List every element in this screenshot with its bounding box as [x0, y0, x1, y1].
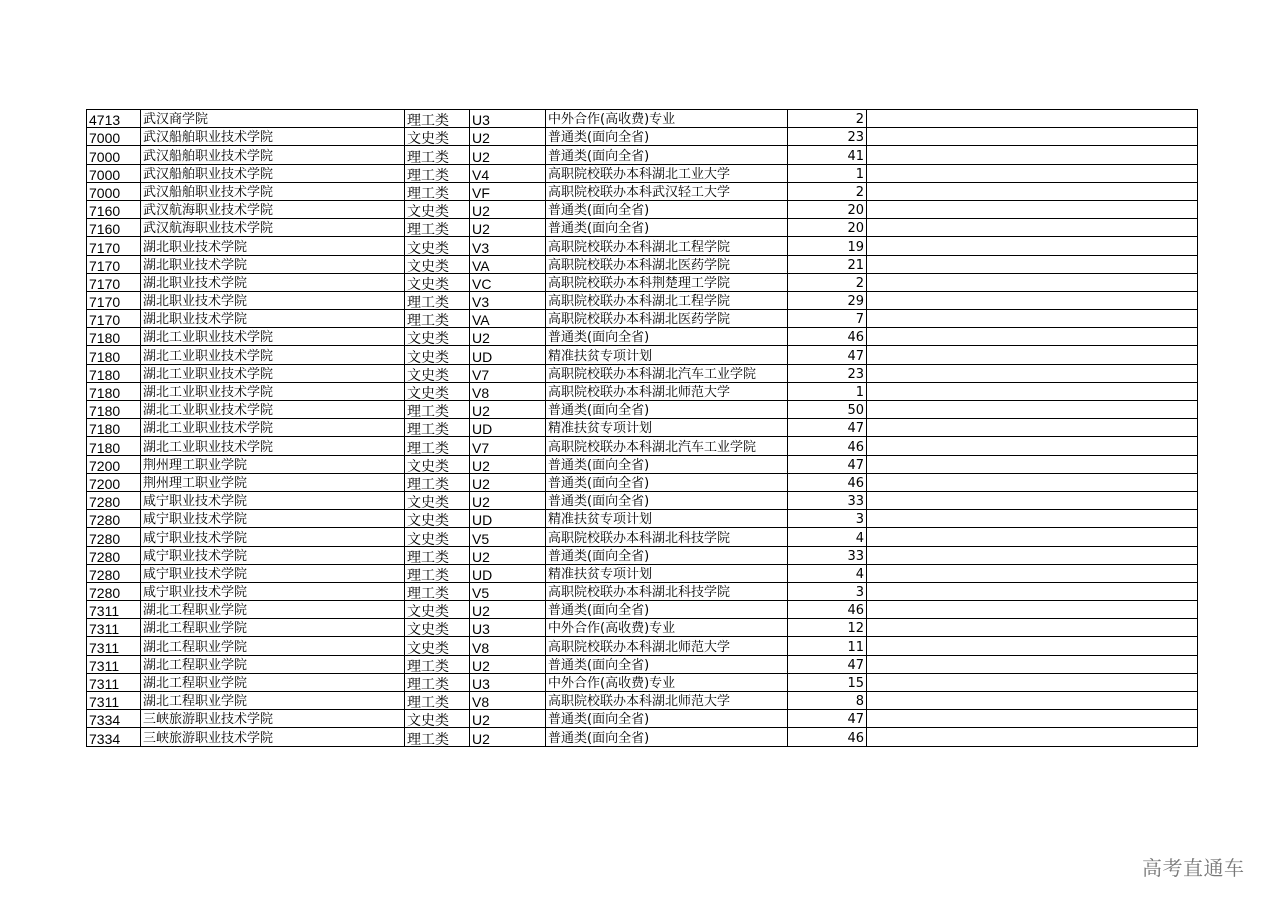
school-code-cell: 7311	[87, 601, 141, 619]
plan-type-cell: 中外合作(高收费)专业	[546, 673, 788, 691]
blank-cell	[867, 255, 1198, 273]
table-row	[87, 564, 1198, 582]
school-name-cell: 武汉商学院	[141, 110, 405, 128]
table-row	[87, 237, 1198, 255]
subject-category-cell: 文史类	[405, 364, 470, 382]
table-row	[87, 128, 1198, 146]
plan-code-cell: U3	[470, 110, 546, 128]
school-code-cell: 7180	[87, 437, 141, 455]
plan-code-cell: U2	[470, 491, 546, 509]
plan-code-cell: V8	[470, 382, 546, 400]
plan-code-cell: V7	[470, 364, 546, 382]
school-code-cell: 7170	[87, 291, 141, 309]
quota-cell: 8	[788, 692, 867, 710]
school-name-cell: 湖北工程职业学院	[141, 692, 405, 710]
quota-cell: 12	[788, 619, 867, 637]
plan-type-cell: 精准扶贫专项计划	[546, 564, 788, 582]
school-name-cell: 咸宁职业技术学院	[141, 582, 405, 600]
table-row	[87, 200, 1198, 218]
table-row	[87, 728, 1198, 746]
plan-type-cell: 高职院校联办本科湖北医药学院	[546, 310, 788, 328]
school-name-cell: 武汉船舶职业技术学院	[141, 128, 405, 146]
plan-code-cell: UD	[470, 564, 546, 582]
blank-cell	[867, 346, 1198, 364]
table-row	[87, 582, 1198, 600]
quota-cell: 47	[788, 710, 867, 728]
school-name-cell: 湖北工程职业学院	[141, 637, 405, 655]
subject-category-cell: 理工类	[405, 146, 470, 164]
school-name-cell: 咸宁职业技术学院	[141, 546, 405, 564]
subject-category-cell: 理工类	[405, 419, 470, 437]
subject-category-cell: 文史类	[405, 619, 470, 637]
blank-cell	[867, 310, 1198, 328]
school-code-cell: 7000	[87, 164, 141, 182]
school-code-cell: 7180	[87, 382, 141, 400]
plan-type-cell: 普通类(面向全省)	[546, 473, 788, 491]
school-name-cell: 武汉船舶职业技术学院	[141, 182, 405, 200]
school-name-cell: 咸宁职业技术学院	[141, 528, 405, 546]
school-code-cell: 7180	[87, 328, 141, 346]
table-row	[87, 110, 1198, 128]
quota-cell: 23	[788, 364, 867, 382]
quota-cell: 20	[788, 200, 867, 218]
subject-category-cell: 文史类	[405, 601, 470, 619]
subject-category-cell: 文史类	[405, 382, 470, 400]
school-name-cell: 湖北工程职业学院	[141, 601, 405, 619]
subject-category-cell: 文史类	[405, 346, 470, 364]
quota-cell: 46	[788, 473, 867, 491]
blank-cell	[867, 364, 1198, 382]
table-row	[87, 346, 1198, 364]
school-name-cell: 湖北工业职业技术学院	[141, 382, 405, 400]
quota-cell: 46	[788, 437, 867, 455]
subject-category-cell: 理工类	[405, 546, 470, 564]
plan-code-cell: U3	[470, 619, 546, 637]
watermark-text: 高考直通车	[1142, 856, 1245, 880]
quota-cell: 2	[788, 182, 867, 200]
subject-category-cell: 理工类	[405, 110, 470, 128]
plan-type-cell: 精准扶贫专项计划	[546, 419, 788, 437]
quota-cell: 23	[788, 128, 867, 146]
school-code-cell: 7180	[87, 364, 141, 382]
plan-type-cell: 高职院校联办本科湖北汽车工业学院	[546, 437, 788, 455]
plan-type-cell: 普通类(面向全省)	[546, 401, 788, 419]
subject-category-cell: 文史类	[405, 637, 470, 655]
school-code-cell: 7280	[87, 564, 141, 582]
plan-type-cell: 精准扶贫专项计划	[546, 510, 788, 528]
subject-category-cell: 文史类	[405, 237, 470, 255]
table-row	[87, 164, 1198, 182]
plan-type-cell: 高职院校联办本科湖北师范大学	[546, 637, 788, 655]
plan-type-cell: 中外合作(高收费)专业	[546, 110, 788, 128]
plan-code-cell: U2	[470, 655, 546, 673]
school-code-cell: 7280	[87, 546, 141, 564]
table-row	[87, 310, 1198, 328]
quota-cell: 47	[788, 655, 867, 673]
plan-type-cell: 普通类(面向全省)	[546, 219, 788, 237]
subject-category-cell: 文史类	[405, 200, 470, 218]
quota-cell: 33	[788, 546, 867, 564]
school-code-cell: 7170	[87, 310, 141, 328]
quota-cell: 46	[788, 728, 867, 746]
subject-category-cell: 理工类	[405, 401, 470, 419]
plan-code-cell: V5	[470, 528, 546, 546]
school-name-cell: 三峡旅游职业技术学院	[141, 728, 405, 746]
blank-cell	[867, 728, 1198, 746]
blank-cell	[867, 619, 1198, 637]
blank-cell	[867, 128, 1198, 146]
subject-category-cell: 文史类	[405, 328, 470, 346]
school-name-cell: 湖北职业技术学院	[141, 255, 405, 273]
quota-cell: 47	[788, 419, 867, 437]
plan-code-cell: VF	[470, 182, 546, 200]
table-row	[87, 255, 1198, 273]
plan-type-cell: 高职院校联办本科湖北科技学院	[546, 582, 788, 600]
table-row	[87, 655, 1198, 673]
subject-category-cell: 文史类	[405, 710, 470, 728]
school-name-cell: 湖北职业技术学院	[141, 291, 405, 309]
quota-cell: 1	[788, 164, 867, 182]
quota-cell: 20	[788, 219, 867, 237]
blank-cell	[867, 328, 1198, 346]
quota-cell: 47	[788, 455, 867, 473]
quota-cell: 29	[788, 291, 867, 309]
school-name-cell: 荆州理工职业学院	[141, 473, 405, 491]
school-code-cell: 7280	[87, 582, 141, 600]
blank-cell	[867, 473, 1198, 491]
quota-cell: 1	[788, 382, 867, 400]
school-code-cell: 7311	[87, 619, 141, 637]
school-name-cell: 湖北工业职业技术学院	[141, 346, 405, 364]
quota-cell: 7	[788, 310, 867, 328]
blank-cell	[867, 237, 1198, 255]
subject-category-cell: 理工类	[405, 182, 470, 200]
table-row	[87, 601, 1198, 619]
school-name-cell: 湖北工业职业技术学院	[141, 328, 405, 346]
blank-cell	[867, 110, 1198, 128]
school-name-cell: 咸宁职业技术学院	[141, 491, 405, 509]
blank-cell	[867, 637, 1198, 655]
plan-code-cell: V8	[470, 692, 546, 710]
blank-cell	[867, 437, 1198, 455]
quota-cell: 15	[788, 673, 867, 691]
school-name-cell: 咸宁职业技术学院	[141, 564, 405, 582]
school-name-cell: 武汉船舶职业技术学院	[141, 164, 405, 182]
school-name-cell: 湖北职业技术学院	[141, 237, 405, 255]
plan-code-cell: UD	[470, 510, 546, 528]
table-row	[87, 146, 1198, 164]
blank-cell	[867, 491, 1198, 509]
quota-cell: 4	[788, 528, 867, 546]
plan-code-cell: V3	[470, 291, 546, 309]
school-name-cell: 荆州理工职业学院	[141, 455, 405, 473]
blank-cell	[867, 510, 1198, 528]
plan-type-cell: 高职院校联办本科湖北医药学院	[546, 255, 788, 273]
school-name-cell: 湖北职业技术学院	[141, 273, 405, 291]
subject-category-cell: 理工类	[405, 673, 470, 691]
school-code-cell: 7180	[87, 346, 141, 364]
quota-cell: 3	[788, 582, 867, 600]
blank-cell	[867, 582, 1198, 600]
plan-code-cell: U2	[470, 546, 546, 564]
table-row	[87, 273, 1198, 291]
school-name-cell: 咸宁职业技术学院	[141, 510, 405, 528]
quota-cell: 46	[788, 601, 867, 619]
quota-cell: 50	[788, 401, 867, 419]
subject-category-cell: 文史类	[405, 491, 470, 509]
admission-plan-table	[86, 109, 1198, 747]
subject-category-cell: 文史类	[405, 128, 470, 146]
plan-type-cell: 普通类(面向全省)	[546, 655, 788, 673]
school-code-cell: 7170	[87, 273, 141, 291]
table-row	[87, 619, 1198, 637]
blank-cell	[867, 291, 1198, 309]
blank-cell	[867, 182, 1198, 200]
school-code-cell: 7000	[87, 146, 141, 164]
plan-code-cell: U2	[470, 473, 546, 491]
table-row	[87, 510, 1198, 528]
blank-cell	[867, 546, 1198, 564]
subject-category-cell: 文史类	[405, 528, 470, 546]
plan-code-cell: U2	[470, 728, 546, 746]
plan-code-cell: U2	[470, 128, 546, 146]
school-name-cell: 湖北工程职业学院	[141, 619, 405, 637]
subject-category-cell: 理工类	[405, 692, 470, 710]
plan-type-cell: 普通类(面向全省)	[546, 710, 788, 728]
school-name-cell: 湖北工程职业学院	[141, 673, 405, 691]
school-name-cell: 武汉航海职业技术学院	[141, 219, 405, 237]
table-row	[87, 673, 1198, 691]
quota-cell: 19	[788, 237, 867, 255]
subject-category-cell: 理工类	[405, 437, 470, 455]
blank-cell	[867, 382, 1198, 400]
plan-code-cell: V8	[470, 637, 546, 655]
school-code-cell: 7160	[87, 200, 141, 218]
plan-code-cell: U2	[470, 401, 546, 419]
table-row	[87, 710, 1198, 728]
blank-cell	[867, 200, 1198, 218]
plan-code-cell: U3	[470, 673, 546, 691]
plan-code-cell: U2	[470, 200, 546, 218]
subject-category-cell: 文史类	[405, 273, 470, 291]
plan-code-cell: VA	[470, 255, 546, 273]
plan-type-cell: 普通类(面向全省)	[546, 200, 788, 218]
school-code-cell: 7180	[87, 401, 141, 419]
table-row	[87, 437, 1198, 455]
plan-type-cell: 高职院校联办本科湖北工程学院	[546, 291, 788, 309]
school-code-cell: 7311	[87, 655, 141, 673]
plan-type-cell: 精准扶贫专项计划	[546, 346, 788, 364]
subject-category-cell: 理工类	[405, 473, 470, 491]
school-code-cell: 7280	[87, 528, 141, 546]
blank-cell	[867, 219, 1198, 237]
quota-cell: 11	[788, 637, 867, 655]
school-name-cell: 武汉航海职业技术学院	[141, 200, 405, 218]
school-name-cell: 湖北工业职业技术学院	[141, 364, 405, 382]
blank-cell	[867, 401, 1198, 419]
school-name-cell: 三峡旅游职业技术学院	[141, 710, 405, 728]
blank-cell	[867, 564, 1198, 582]
table-row	[87, 182, 1198, 200]
plan-type-cell: 普通类(面向全省)	[546, 128, 788, 146]
subject-category-cell: 理工类	[405, 564, 470, 582]
blank-cell	[867, 455, 1198, 473]
plan-code-cell: U2	[470, 146, 546, 164]
table-row	[87, 491, 1198, 509]
subject-category-cell: 理工类	[405, 310, 470, 328]
table-row	[87, 364, 1198, 382]
plan-code-cell: V3	[470, 237, 546, 255]
plan-code-cell: VA	[470, 310, 546, 328]
quota-cell: 33	[788, 491, 867, 509]
plan-type-cell: 普通类(面向全省)	[546, 491, 788, 509]
plan-code-cell: U2	[470, 601, 546, 619]
school-code-cell: 7180	[87, 419, 141, 437]
school-code-cell: 7000	[87, 128, 141, 146]
plan-type-cell: 普通类(面向全省)	[546, 146, 788, 164]
plan-code-cell: VC	[470, 273, 546, 291]
quota-cell: 47	[788, 346, 867, 364]
plan-code-cell: V7	[470, 437, 546, 455]
blank-cell	[867, 164, 1198, 182]
subject-category-cell: 理工类	[405, 291, 470, 309]
school-code-cell: 7200	[87, 455, 141, 473]
table-row	[87, 419, 1198, 437]
school-code-cell: 7000	[87, 182, 141, 200]
blank-cell	[867, 419, 1198, 437]
plan-type-cell: 高职院校联办本科湖北工程学院	[546, 237, 788, 255]
school-name-cell: 湖北工业职业技术学院	[141, 437, 405, 455]
school-name-cell: 湖北工业职业技术学院	[141, 401, 405, 419]
plan-type-cell: 普通类(面向全省)	[546, 546, 788, 564]
school-code-cell: 7311	[87, 692, 141, 710]
plan-code-cell: V5	[470, 582, 546, 600]
table-row	[87, 637, 1198, 655]
plan-type-cell: 高职院校联办本科武汉轻工大学	[546, 182, 788, 200]
subject-category-cell: 理工类	[405, 164, 470, 182]
plan-type-cell: 高职院校联办本科湖北科技学院	[546, 528, 788, 546]
quota-cell: 4	[788, 564, 867, 582]
table-row	[87, 692, 1198, 710]
plan-type-cell: 普通类(面向全省)	[546, 328, 788, 346]
blank-cell	[867, 146, 1198, 164]
school-code-cell: 7280	[87, 491, 141, 509]
table-row	[87, 401, 1198, 419]
school-code-cell: 7170	[87, 237, 141, 255]
quota-cell: 2	[788, 273, 867, 291]
subject-category-cell: 理工类	[405, 219, 470, 237]
plan-type-cell: 高职院校联办本科湖北师范大学	[546, 692, 788, 710]
table-row	[87, 528, 1198, 546]
table-body	[87, 110, 1198, 747]
school-code-cell: 7311	[87, 637, 141, 655]
plan-code-cell: V4	[470, 164, 546, 182]
plan-code-cell: U2	[470, 328, 546, 346]
subject-category-cell: 文史类	[405, 455, 470, 473]
table-row	[87, 219, 1198, 237]
quota-cell: 46	[788, 328, 867, 346]
school-code-cell: 7311	[87, 673, 141, 691]
subject-category-cell: 理工类	[405, 728, 470, 746]
school-code-cell: 7334	[87, 710, 141, 728]
school-name-cell: 湖北工程职业学院	[141, 655, 405, 673]
quota-cell: 3	[788, 510, 867, 528]
plan-code-cell: U2	[470, 710, 546, 728]
subject-category-cell: 文史类	[405, 255, 470, 273]
plan-type-cell: 中外合作(高收费)专业	[546, 619, 788, 637]
plan-code-cell: UD	[470, 346, 546, 364]
subject-category-cell: 理工类	[405, 582, 470, 600]
plan-code-cell: U2	[470, 455, 546, 473]
plan-code-cell: UD	[470, 419, 546, 437]
plan-type-cell: 高职院校联办本科湖北汽车工业学院	[546, 364, 788, 382]
subject-category-cell: 理工类	[405, 655, 470, 673]
plan-code-cell: U2	[470, 219, 546, 237]
table-row	[87, 546, 1198, 564]
school-code-cell: 7160	[87, 219, 141, 237]
blank-cell	[867, 601, 1198, 619]
table-row	[87, 382, 1198, 400]
blank-cell	[867, 692, 1198, 710]
plan-type-cell: 普通类(面向全省)	[546, 455, 788, 473]
table-row	[87, 328, 1198, 346]
plan-type-cell: 高职院校联办本科湖北师范大学	[546, 382, 788, 400]
table-row	[87, 455, 1198, 473]
table-row	[87, 473, 1198, 491]
plan-type-cell: 普通类(面向全省)	[546, 601, 788, 619]
school-code-cell: 7280	[87, 510, 141, 528]
blank-cell	[867, 273, 1198, 291]
school-name-cell: 湖北职业技术学院	[141, 310, 405, 328]
blank-cell	[867, 528, 1198, 546]
blank-cell	[867, 673, 1198, 691]
school-code-cell: 7334	[87, 728, 141, 746]
school-code-cell: 4713	[87, 110, 141, 128]
quota-cell: 2	[788, 110, 867, 128]
subject-category-cell: 文史类	[405, 510, 470, 528]
table-row	[87, 291, 1198, 309]
school-name-cell: 武汉船舶职业技术学院	[141, 146, 405, 164]
quota-cell: 41	[788, 146, 867, 164]
quota-cell: 21	[788, 255, 867, 273]
plan-type-cell: 普通类(面向全省)	[546, 728, 788, 746]
plan-type-cell: 高职院校联办本科荆楚理工学院	[546, 273, 788, 291]
school-code-cell: 7170	[87, 255, 141, 273]
school-code-cell: 7200	[87, 473, 141, 491]
blank-cell	[867, 655, 1198, 673]
school-name-cell: 湖北工业职业技术学院	[141, 419, 405, 437]
blank-cell	[867, 710, 1198, 728]
plan-type-cell: 高职院校联办本科湖北工业大学	[546, 164, 788, 182]
